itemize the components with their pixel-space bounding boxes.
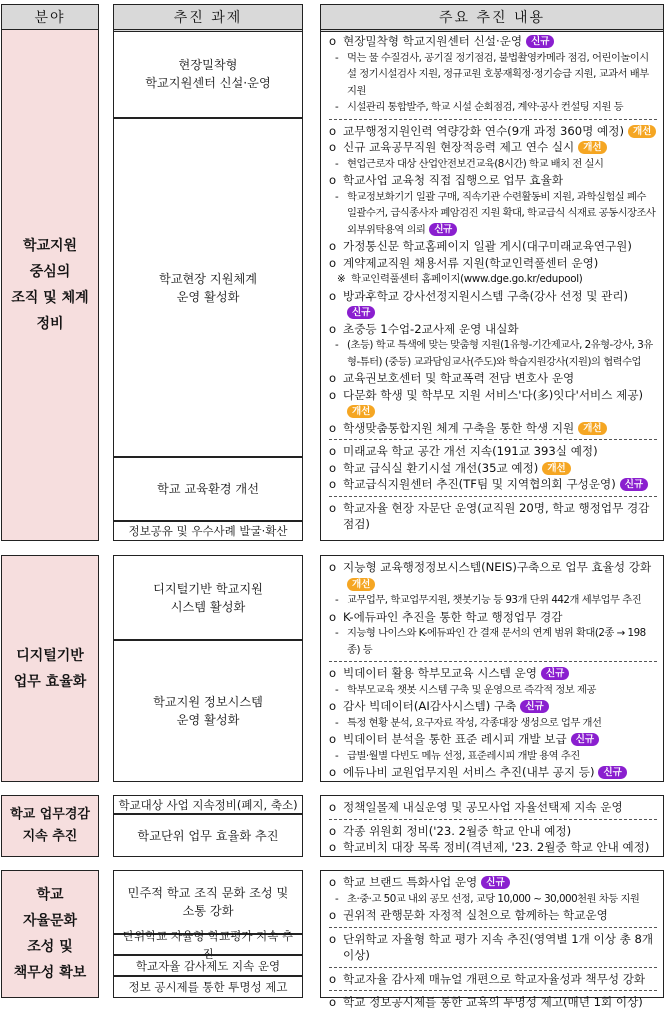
detail-line [329,460,657,477]
task-detail-group [329,559,657,662]
bullet: o [329,699,337,713]
detail-text: 방과후학교 강사선정지원시스템 구축(강사 선정 및 관리)신규 [343,288,629,318]
bullet: o [329,500,337,515]
task-cell: 학교대상 사업 지속정비(폐지, 축소) [113,795,303,814]
detail-text: 계약제교직원 채용서류 지원(학교인력풀센터 운영) [343,255,599,270]
detail-text: 학교인력풀센터 홈페이지(www.dge.go.kr/edupool) [351,273,583,285]
detail-line [329,731,657,748]
detail-text: 학생맞춤통합지원 체계 구축을 통한 학생 지원 개선 [343,420,657,437]
task-cell: 학교지원 정보시스템 운영 활성화 [113,640,303,782]
task-cell: 디지털기반 학교지원 시스템 활성화 [113,555,303,640]
bullet: o [329,840,337,854]
detail-text: 특정 현황 분석, 요구자료 작성, 각종대장 생성으로 업무 개선 [347,716,602,729]
bullet: - [335,101,339,113]
detail-line [329,764,657,781]
new-badge: 신규 [571,733,599,746]
detail-text: 현장밀착형 학교지원센터 신설·운영 신규 [343,33,657,50]
detail-text: 학부모교육 챗봇 시스템 구축 및 운영으로 즉각적 정보 제공 [347,683,596,696]
detail-text: 학교정보화기기 일괄 구매, 직속기관 수련활동비 지원, 과학실험실 폐수 일괄수거, 급식종사자 폐암검진 지원 확대, 학교급식 식재료 공동시장조사 외부위탁용역 의뢰 신규 [347,190,656,236]
bullet: o [329,609,337,624]
detail-line [329,715,657,732]
detail-text: 학교 브랜드 특화사업 운영 신규 [343,874,657,891]
detail-line [329,337,657,370]
bullet: - [335,892,339,905]
details-school-support [320,29,664,541]
detail-text: 신규 교육공무직원 현장적응력 제고 연수 실시 개선 [343,139,657,156]
detail-line [329,476,657,493]
detail-line [329,33,657,50]
detail-text: 지능형 교육행정정보시스템(NEIS)구축으로 업무 효율성 강화개선 [343,560,652,590]
bullet: o [329,732,337,746]
detail-line [329,238,657,255]
new-badge: 신규 [347,306,375,319]
category-autonomy: 학교 자율문화 조성 및 책무성 확보 [1,870,99,998]
category-workload: 학교 업무경감 지속 추진 [1,795,99,857]
bullet: o [329,288,337,303]
category-school-support: 학교지원 중심의 조직 및 체계 정비 [1,29,99,541]
bullet: - [335,749,339,762]
detail-line [329,931,657,964]
new-badge: 신규 [429,223,456,236]
detail-text: 초·중·고 50교 내외 공모 선정, 교당 10,000 ~ 30,000천원 차등 지원 [347,892,640,905]
detail-line [329,288,657,321]
detail-text: 권위적 관행문화 자정적 실천으로 함께하는 학교운영 [343,908,608,922]
detail-text: 먹는 물 수질검사, 공기질 정기점검, 불법촬영카메라 점검, 어린이놀이시설 정기시설검사 지원, 정규교원 호봉재획정·정기승급 지원, 교과서 배부지원 [347,51,649,97]
detail-text: 감사 빅데이터(AI감사시스템) 구축 신규 [343,698,657,715]
bullet: o [329,800,337,814]
detail-line [329,443,657,460]
detail-text: 교무업무, 학교업무지원, 챗봇기능 등 93개 단위 442개 세부업무 추진 [347,594,642,606]
bullet: - [335,627,339,639]
task-detail-group [329,799,657,820]
detail-text: 시설관리 통합발주, 학교 시설 순회점검, 계약·공사 컨설팅 지원 등 [347,101,624,113]
detail-text: 에듀나비 교원업무지원 서비스 추진(내부 공지 등) 신규 [343,764,657,781]
detail-text: 빅데이터 활용 학부모교육 시스템 운영 신규 [343,665,657,682]
bullet: o [329,460,337,475]
detail-text: 미래교육 학교 공간 개선 지속(191교 393실 예정) [343,444,598,458]
new-badge: 신규 [541,667,569,680]
detail-text: 각종 위원회 정비('23. 2월중 학교 안내 예정) [343,823,572,838]
detail-text: 급별·월별 다빈도 메뉴 선정, 표준레시피 개발 용역 추진 [347,749,580,762]
task-cell: 학교 교육환경 개선 [113,457,303,521]
detail-text: 가정통신문 학교홈페이지 일괄 게시(대구미래교육연구원) [343,239,632,253]
task-detail-group [329,500,657,536]
detail-line [329,321,657,338]
bullet: o [329,34,337,48]
bullet: o [329,444,337,458]
detail-text: 지능형 나이스와 K-에듀파인 간 결재 문서의 연계 범위 확대(2종 → 198종) 등 [347,627,646,656]
task-cell: 학교단위 업무 효율화 추진 [113,814,303,857]
detail-line [329,665,657,682]
detail-line [329,874,657,891]
detail-text: 학교사업 교육청 직접 집행으로 업무 효율화 [343,173,564,187]
bullet: o [329,875,337,889]
detail-line [329,907,657,924]
detail-line [329,387,657,420]
task-cell: 학교현장 지원체계 운영 활성화 [113,118,303,457]
detail-line [329,99,657,116]
detail-text: 정책일몰제 내실운영 및 공모사업 자율선택제 지속 운영 [343,800,623,814]
bullet: o [329,823,337,838]
detail-line [329,189,657,239]
detail-line [329,255,657,272]
task-detail-group [329,123,657,441]
detail-text: 다문화 학생 및 학부모 지원 서비스'다(多)잇다'서비스 제공)개선 [343,387,644,417]
detail-line [329,500,657,533]
task-cell: 민주적 학교 조직 문화 조성 및 소통 강화 [113,870,303,934]
detail-line [329,123,657,140]
bullet: o [329,173,337,187]
bullet: o [329,560,337,574]
improve-badge: 개선 [628,125,656,138]
improve-badge: 개선 [347,405,375,418]
task-detail-group [329,931,657,968]
details-autonomy [320,870,664,1009]
bullet: o [329,140,337,154]
improve-badge: 개선 [542,462,570,475]
detail-text: 학교자율 감사제 매뉴얼 개편으로 학교자율성과 책무성 강화 [343,971,646,986]
task-cell: 학교자율 감사제도 지속 운영 [113,955,303,976]
detail-line [329,682,657,699]
detail-line [329,994,657,1011]
detail-line [329,139,657,156]
task-cell: 현장밀착형 학교지원센터 신설·운영 [113,29,303,118]
new-badge: 신규 [526,35,554,48]
task-detail-group [329,971,657,992]
detail-text: 학교 급식실 환기시설 개선(35교 예정) 개선 [343,460,657,477]
detail-text: 초중등 1수업-2교사제 운영 내실화 [343,321,519,336]
new-badge: 신규 [481,876,509,889]
detail-text: 교육권보호센터 및 학교폭력 전담 변호사 운영 [343,371,575,385]
detail-text: K-에듀파인 추진을 통한 학교 행정업무 경감 [343,609,563,624]
detail-text: 학교자율 현장 자문단 운영(교직원 20명, 학교 행정업무 경감 점검) [343,500,650,531]
bullet: - [335,339,339,351]
new-badge: 신규 [520,700,548,713]
bullet: - [335,594,339,606]
detail-text: (초등) 학교 특색에 맞는 맞춤형 지원(1유형-기간제교사, 2유형-강사, 3유형-튜터) (중등) 교과담임교사(주도)와 학습지원강사(지원)의 협력수업 [347,339,653,368]
bullet: - [335,683,339,696]
bullet: o [329,420,337,435]
task-cell: 단위학교 자율형 학교평가 지속 추진 [113,934,303,955]
bullet: o [329,477,337,491]
improve-badge: 개선 [347,578,375,591]
detail-text: 현업근로자 대상 산업안전보건교육(8시간) 학교 배치 전 실시 [347,157,604,170]
detail-line [329,609,657,626]
detail-line [329,625,657,658]
detail-line [329,50,657,100]
detail-line [329,271,657,288]
bullet: o [329,123,337,138]
bullet: - [335,716,339,729]
improve-badge: 개선 [578,141,606,154]
detail-line [329,370,657,387]
detail-text: 학교비치 대장 목록 정비(격년제, '23. 2월중 학교 안내 예정) [343,840,650,854]
task-cell: 정보공유 및 우수사례 발굴·확산 [113,521,303,541]
detail-line [329,748,657,765]
bullet: o [329,931,337,946]
bullet: o [329,239,337,253]
bullet: o [329,387,337,402]
task-detail-group [329,443,657,497]
bullet: o [329,371,337,385]
new-badge: 신규 [620,478,648,491]
detail-line [329,839,657,856]
task-detail-group [329,665,657,784]
detail-line [329,698,657,715]
bullet: - [335,51,339,64]
detail-text: 학교급식지원센터 추진(TF팀 및 지역협의회 구성운영) 신규 [343,476,657,493]
detail-line [329,799,657,816]
task-detail-group [329,823,657,859]
detail-line [329,420,657,437]
category-digital: 디지털기반 업무 효율화 [1,555,99,782]
detail-line [329,156,657,173]
bullet: o [329,908,337,922]
detail-line [329,891,657,908]
header-field: 분야 [1,4,99,32]
detail-text: 학교 정보공시제를 통한 교육의 투명성 제고(매년 1회 이상) [343,995,643,1009]
bullet: o [329,666,337,680]
task-detail-group [329,874,657,928]
bullet: o [329,971,337,986]
task-detail-group [329,33,657,120]
detail-line [329,592,657,609]
task-detail-group [329,994,657,1014]
new-badge: 신규 [598,766,626,779]
improve-badge: 개선 [578,422,606,435]
bullet: - [335,190,339,203]
bullet: ※ [337,273,346,285]
detail-text: 단위학교 자율형 학교 평가 지속 추진(영역별 1개 이상 총 8개 이상) [343,931,654,962]
detail-line [329,971,657,988]
detail-line [329,559,657,592]
task-cell: 정보 공시제를 통한 투명성 제고 [113,976,303,998]
detail-line [329,172,657,189]
detail-text: 교무행정지원인력 역량강화 연수(9개 과정 360명 예정) 개선 [343,123,657,140]
details-workload [320,795,664,857]
bullet: o [329,321,337,336]
bullet: - [335,157,339,170]
detail-text: 빅데이터 분석을 통한 표준 레시피 개발 보급 신규 [343,731,657,748]
details-digital [320,555,664,782]
header-task: 추진 과제 [113,4,303,32]
detail-line [329,823,657,840]
bullet: o [329,995,337,1009]
header-content: 주요 추진 내용 [320,4,664,32]
bullet: o [329,765,337,779]
bullet: o [329,255,337,270]
